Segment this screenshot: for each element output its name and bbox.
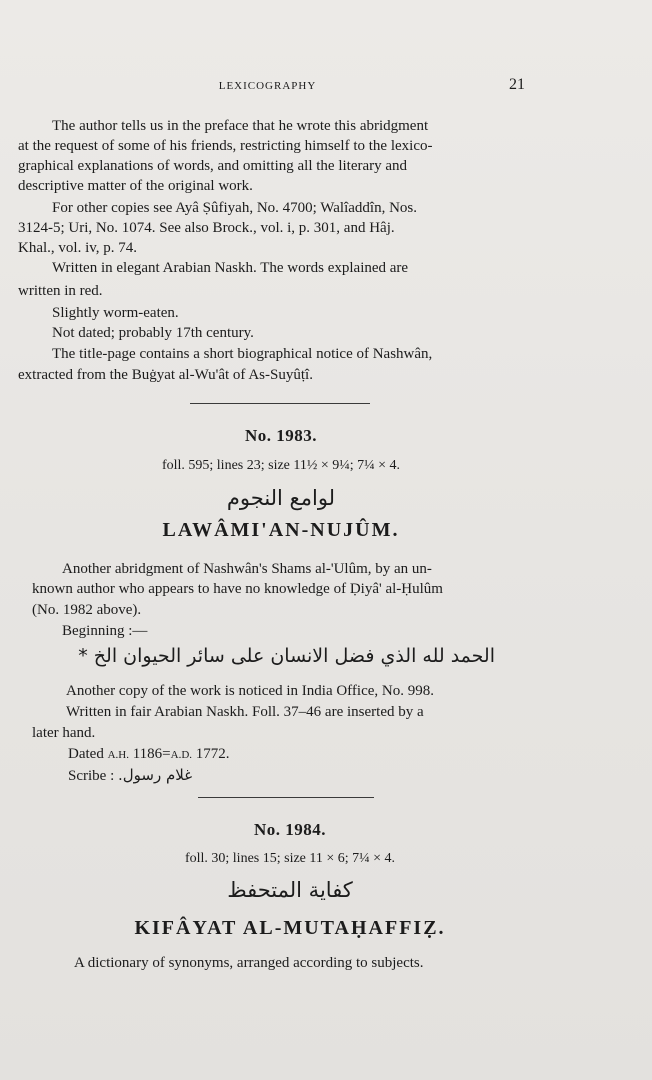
text-line: known author who appears to have no knowledge of Ḍiyâ' al-Ḥulûm (32, 581, 443, 597)
section-divider (190, 403, 370, 404)
arabic-title: كفاية المتحفظ (227, 878, 353, 902)
text-line: written in red. (18, 283, 103, 299)
text-line: Written in elegant Arabian Naskh. The words explained are (52, 260, 409, 276)
section-divider (198, 797, 374, 798)
text-line: Another abridgment of Nashwân's Shams al-'Ulûm, by an un- (62, 561, 432, 577)
text-line: 3124-5; Uri, No. 1074. See also Brock., vol. i, p. 301, and Hâj. (18, 220, 395, 236)
entry-number: No. 1983. (244, 426, 318, 445)
text-line: The author tells us in the preface that he wrote this abridgment (52, 118, 429, 134)
arabic-title: لوامع النجوم (226, 486, 336, 510)
text-line: graphical explanations of words, and omitting all the literary and (18, 158, 408, 174)
text-line: extracted from the Buġyat al-Wu'ât of As-Suyûṭî. (18, 367, 313, 383)
arabic-incipit: الحمد لله الذي فضل الانسان على سائر الحيوان الخ * (78, 645, 495, 667)
entry-collation: foll. 30; lines 15; size 11 × 6; 7¼ × 4. (184, 851, 396, 866)
page-number: 21 (509, 76, 525, 93)
text-line: A dictionary of synonyms, arranged according to subjects. (74, 955, 424, 971)
date-prefix: Dated (68, 746, 104, 762)
text-line: Written in fair Arabian Naskh. Foll. 37–46 are inserted by a (66, 704, 424, 720)
text-line: Beginning :— (62, 623, 148, 639)
entry-title: LAWÂMI'AN-NUJÛM. (162, 519, 400, 541)
entry-number: No. 1984. (253, 820, 327, 839)
scribe-name-arabic: غلام رسول. (118, 766, 193, 784)
scribe-label: Scribe : (68, 768, 115, 784)
date-ah-year: 1186= (132, 746, 171, 762)
text-line: Slightly worm-eaten. (52, 305, 179, 321)
text-line: The title-page contains a short biographical notice of Nashwân, (52, 346, 433, 362)
date-ad-year: 1772. (195, 746, 230, 762)
running-header: LEXICOGRAPHY (218, 80, 317, 92)
date-line (68, 746, 230, 763)
text-line: For other copies see Ayâ Ṣûfiyah, No. 4700; Walîaddîn, Nos. (52, 200, 418, 216)
text-line: later hand. (32, 725, 96, 741)
text-line: descriptive matter of the original work. (18, 178, 253, 194)
text-line: (No. 1982 above). (32, 602, 142, 618)
text-line: Khal., vol. iv, p. 74. (18, 240, 138, 256)
entry-title: KIFÂYAT AL-MUTAḤAFFIẒ. (134, 917, 446, 939)
text-line: Another copy of the work is noticed in India Office, No. 998. (66, 683, 434, 699)
date-ad-label: A.D. (170, 749, 193, 761)
scribe-line (68, 766, 192, 785)
date-ah-label: A.H. (107, 749, 129, 761)
entry-collation: foll. 595; lines 23; size 11½ × 9¼; 7¼ × 4. (161, 458, 401, 473)
text-line: Not dated; probably 17th century. (52, 325, 254, 341)
text-line: at the request of some of his friends, restricting himself to the lexico- (18, 138, 433, 154)
